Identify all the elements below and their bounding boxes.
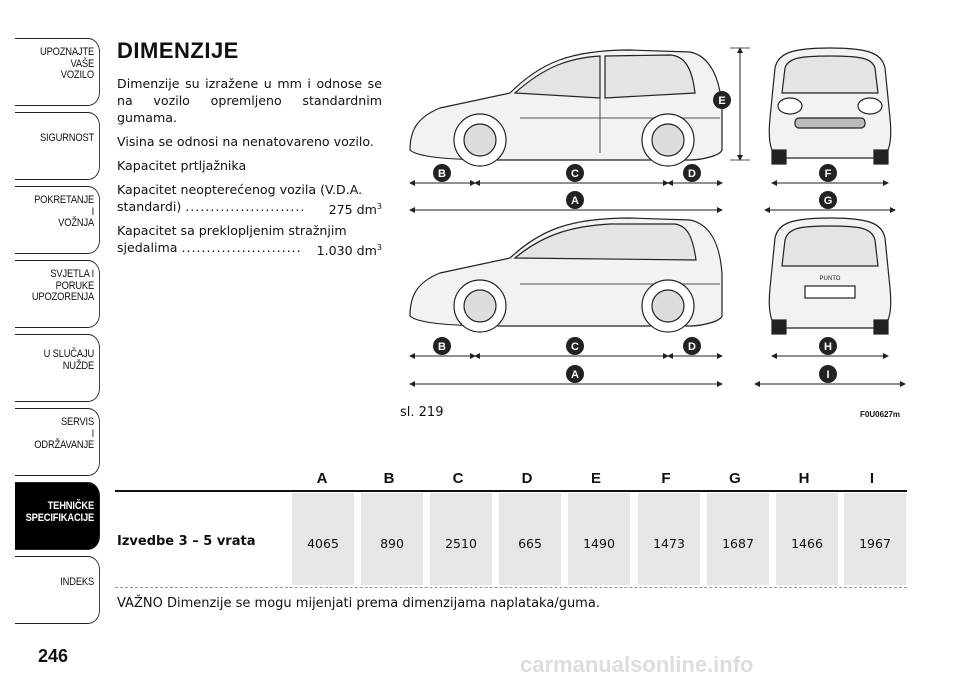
table-header: D <box>521 470 533 487</box>
tab-sigurnost[interactable]: SIGURNOST <box>15 112 100 180</box>
svg-text:H: H <box>824 341 832 353</box>
car-side-5door <box>410 50 722 166</box>
table-cell: 890 <box>380 536 404 551</box>
svg-text:C: C <box>571 341 579 353</box>
svg-text:B: B <box>438 341 446 353</box>
intro-paragraph-units: Dimenzije su izražene u mm i odnose se na vozilo opremljeno standardnim gumama. <box>117 76 382 125</box>
table-row-label: Izvedbe 3 – 5 vrata <box>117 534 256 549</box>
svg-text:F: F <box>824 168 832 180</box>
table-header: G <box>729 470 741 487</box>
spec-capacity-folded: Kapacitet sa preklopljenim stražnjim sjedalima ........................ 1.030 $dm^3$ <box>117 223 382 259</box>
marker-c-2 <box>566 337 584 355</box>
table-cell: 1466 <box>791 536 823 551</box>
table-header: C <box>452 470 464 487</box>
tab-u-slucaju-nuzde[interactable]: U SLUČAJU NUŽDE <box>15 334 100 402</box>
svg-text:D: D <box>688 341 696 353</box>
marker-b-2 <box>433 337 451 355</box>
car-side-3door <box>410 218 722 332</box>
table-header: H <box>798 470 810 487</box>
marker-a-2 <box>566 365 584 383</box>
car-front-view <box>769 48 890 164</box>
table-cell: 1473 <box>653 536 685 551</box>
table-header: A <box>316 470 328 487</box>
marker-i <box>819 365 837 383</box>
table-header: F <box>661 470 671 487</box>
tab-upoznajte-vase-vozilo[interactable]: UPOZNAJTE VAŠE VOZILO <box>15 38 100 106</box>
marker-a-1 <box>566 191 584 209</box>
table-cell: 665 <box>518 536 542 551</box>
figure-code: F0U0627m <box>860 410 901 419</box>
table-header: I <box>869 470 875 487</box>
table-bottom-rule <box>115 587 907 588</box>
svg-text:E: E <box>718 95 726 107</box>
marker-d-2 <box>683 337 701 355</box>
marker-b-1 <box>433 164 451 182</box>
table-cell: 4065 <box>307 536 339 551</box>
svg-text:G: G <box>823 195 833 207</box>
marker-h <box>819 337 837 355</box>
intro-paragraph-capacity: Kapacitet prtljažnika <box>117 158 247 173</box>
marker-e <box>713 91 731 109</box>
table-header: E <box>590 470 601 487</box>
table-header-rule <box>115 490 907 492</box>
tab-servis-i-odrzavanje[interactable]: SERVIS I ODRŽAVANJE <box>15 408 100 476</box>
marker-d-1 <box>683 164 701 182</box>
svg-text:B: B <box>438 168 446 180</box>
figure-caption: sl. 219 <box>400 405 444 420</box>
svg-text:D: D <box>688 168 696 180</box>
table-cell: 1490 <box>583 536 615 551</box>
svg-text:A: A <box>571 369 579 381</box>
table-cell: 1967 <box>859 536 891 551</box>
tab-indeks[interactable]: INDEKS <box>15 556 100 624</box>
table-cell: 1687 <box>722 536 754 551</box>
tab-svjetla-i-poruke[interactable]: SVJETLA I PORUKE UPOZORENJA <box>15 260 100 328</box>
dimensions-figure <box>400 38 912 428</box>
intro-text <box>117 75 382 263</box>
marker-c-1 <box>566 164 584 182</box>
page-number: 246 <box>38 646 69 666</box>
table-header: B <box>383 470 395 487</box>
svg-text:A: A <box>571 195 579 207</box>
badge-text: PUNTO <box>819 276 841 282</box>
intro-paragraph-height: Visina se odnosi na nenatovareno vozilo. <box>117 134 374 149</box>
watermark: carmanualsonline.info <box>520 652 754 677</box>
svg-text:C: C <box>571 168 579 180</box>
spec-capacity-unladen: Kapacitet neopterećenog vozila (V.D.A. standardi) ........................ 275 $dm^3$ <box>117 182 382 218</box>
important-note: VAŽNO Dimenzije se mogu mijenjati prema dimenzijama naplataka/guma. <box>117 596 600 611</box>
table-cell: 2510 <box>445 536 477 551</box>
tab-pokretanje-i-voznja[interactable]: POKRETANJE I VOŽNJA <box>15 186 100 254</box>
marker-f <box>819 164 837 182</box>
marker-g <box>819 191 837 209</box>
page-title: DIMENZIJE <box>117 38 239 63</box>
svg-text:I: I <box>826 369 830 381</box>
tab-tehnicke-specifikacije[interactable]: TEHNIČKE SPECIFIKACIJE <box>15 482 100 550</box>
